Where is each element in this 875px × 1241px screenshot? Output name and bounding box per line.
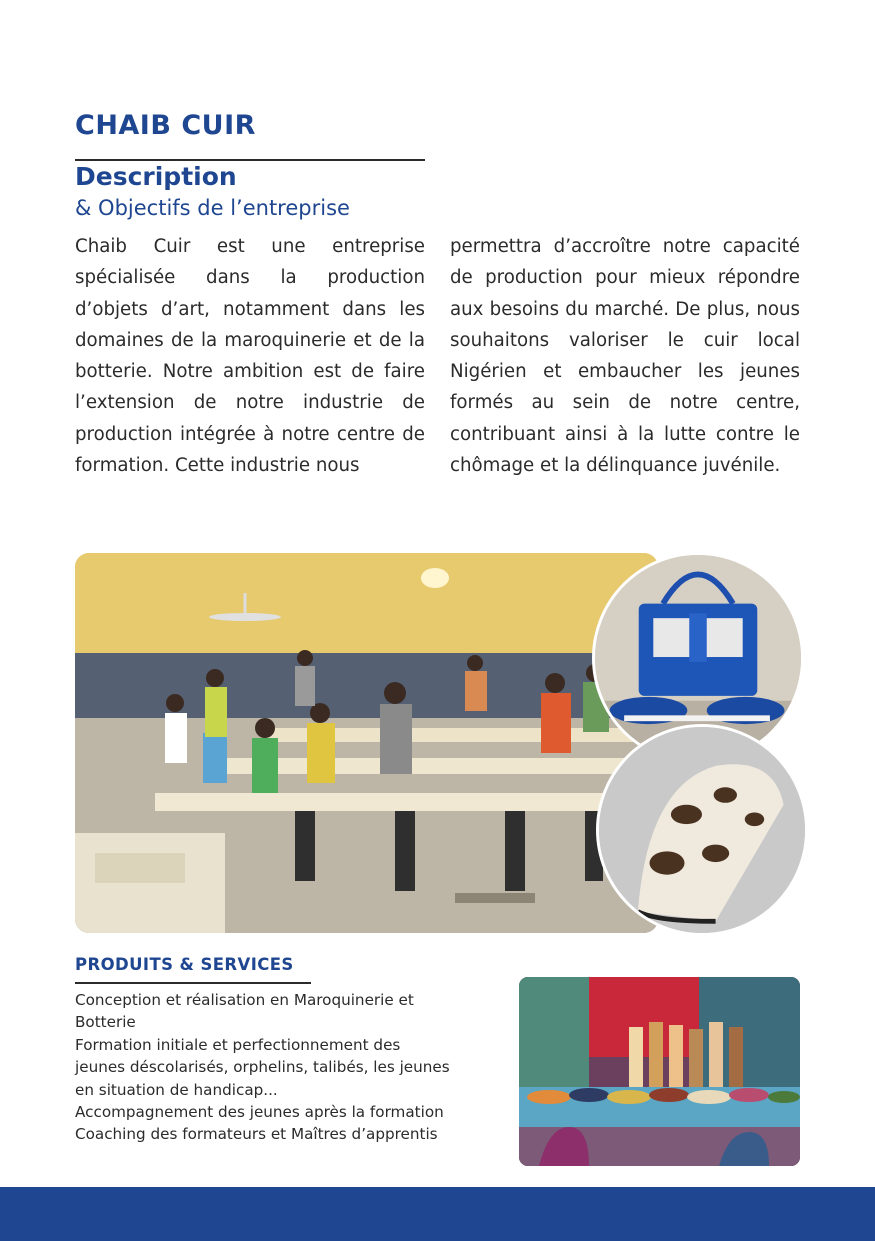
cowhide-shoe-photo xyxy=(596,724,808,936)
list-item: Conception et réalisation en Maroquinerie et Botterie xyxy=(75,991,414,1032)
description-heading: Description xyxy=(75,162,237,191)
description-paragraph-left: Chaib Cuir est une entreprise spécialisée dans la production d’objets d’art, notamment dans les domaines de la maroquinerie et de la botterie. Notre ambition est de faire l’extension de notre industrie de production intégrée à notre centre de formation. Cette industrie nous xyxy=(75,236,425,477)
company-title: CHAIB CUIR xyxy=(75,110,256,141)
description-subheading: & Objectifs de l’entreprise xyxy=(75,196,350,220)
description-paragraph-right: permettra d’accroître notre capacité de production pour mieux répondre aux besoins du marché. De plus, nous souhaitons valoriser le cuir local Nigérien et embaucher les jeunes formés au sein de notre centre, contribuant ainsi à la lutte contre le chômage et la délinquance juvénile. xyxy=(450,236,800,477)
products-divider xyxy=(75,982,311,984)
title-divider xyxy=(75,159,425,161)
products-services-heading: PRODUITS & SERVICES xyxy=(75,955,294,974)
footer-band xyxy=(0,1187,875,1241)
products-list xyxy=(75,989,455,1146)
list-item: Accompagnement des jeunes après la formation xyxy=(75,1103,444,1122)
workshop-photo xyxy=(75,553,658,933)
shoe-market-photo xyxy=(519,977,800,1166)
list-item: Formation initiale et perfectionnement des jeunes déscolarisés, orphelins, talibés, les jeunes en situation de handicap... xyxy=(75,1035,450,1099)
list-item: Coaching des formateurs et Maîtres d’apprentis xyxy=(75,1125,438,1144)
